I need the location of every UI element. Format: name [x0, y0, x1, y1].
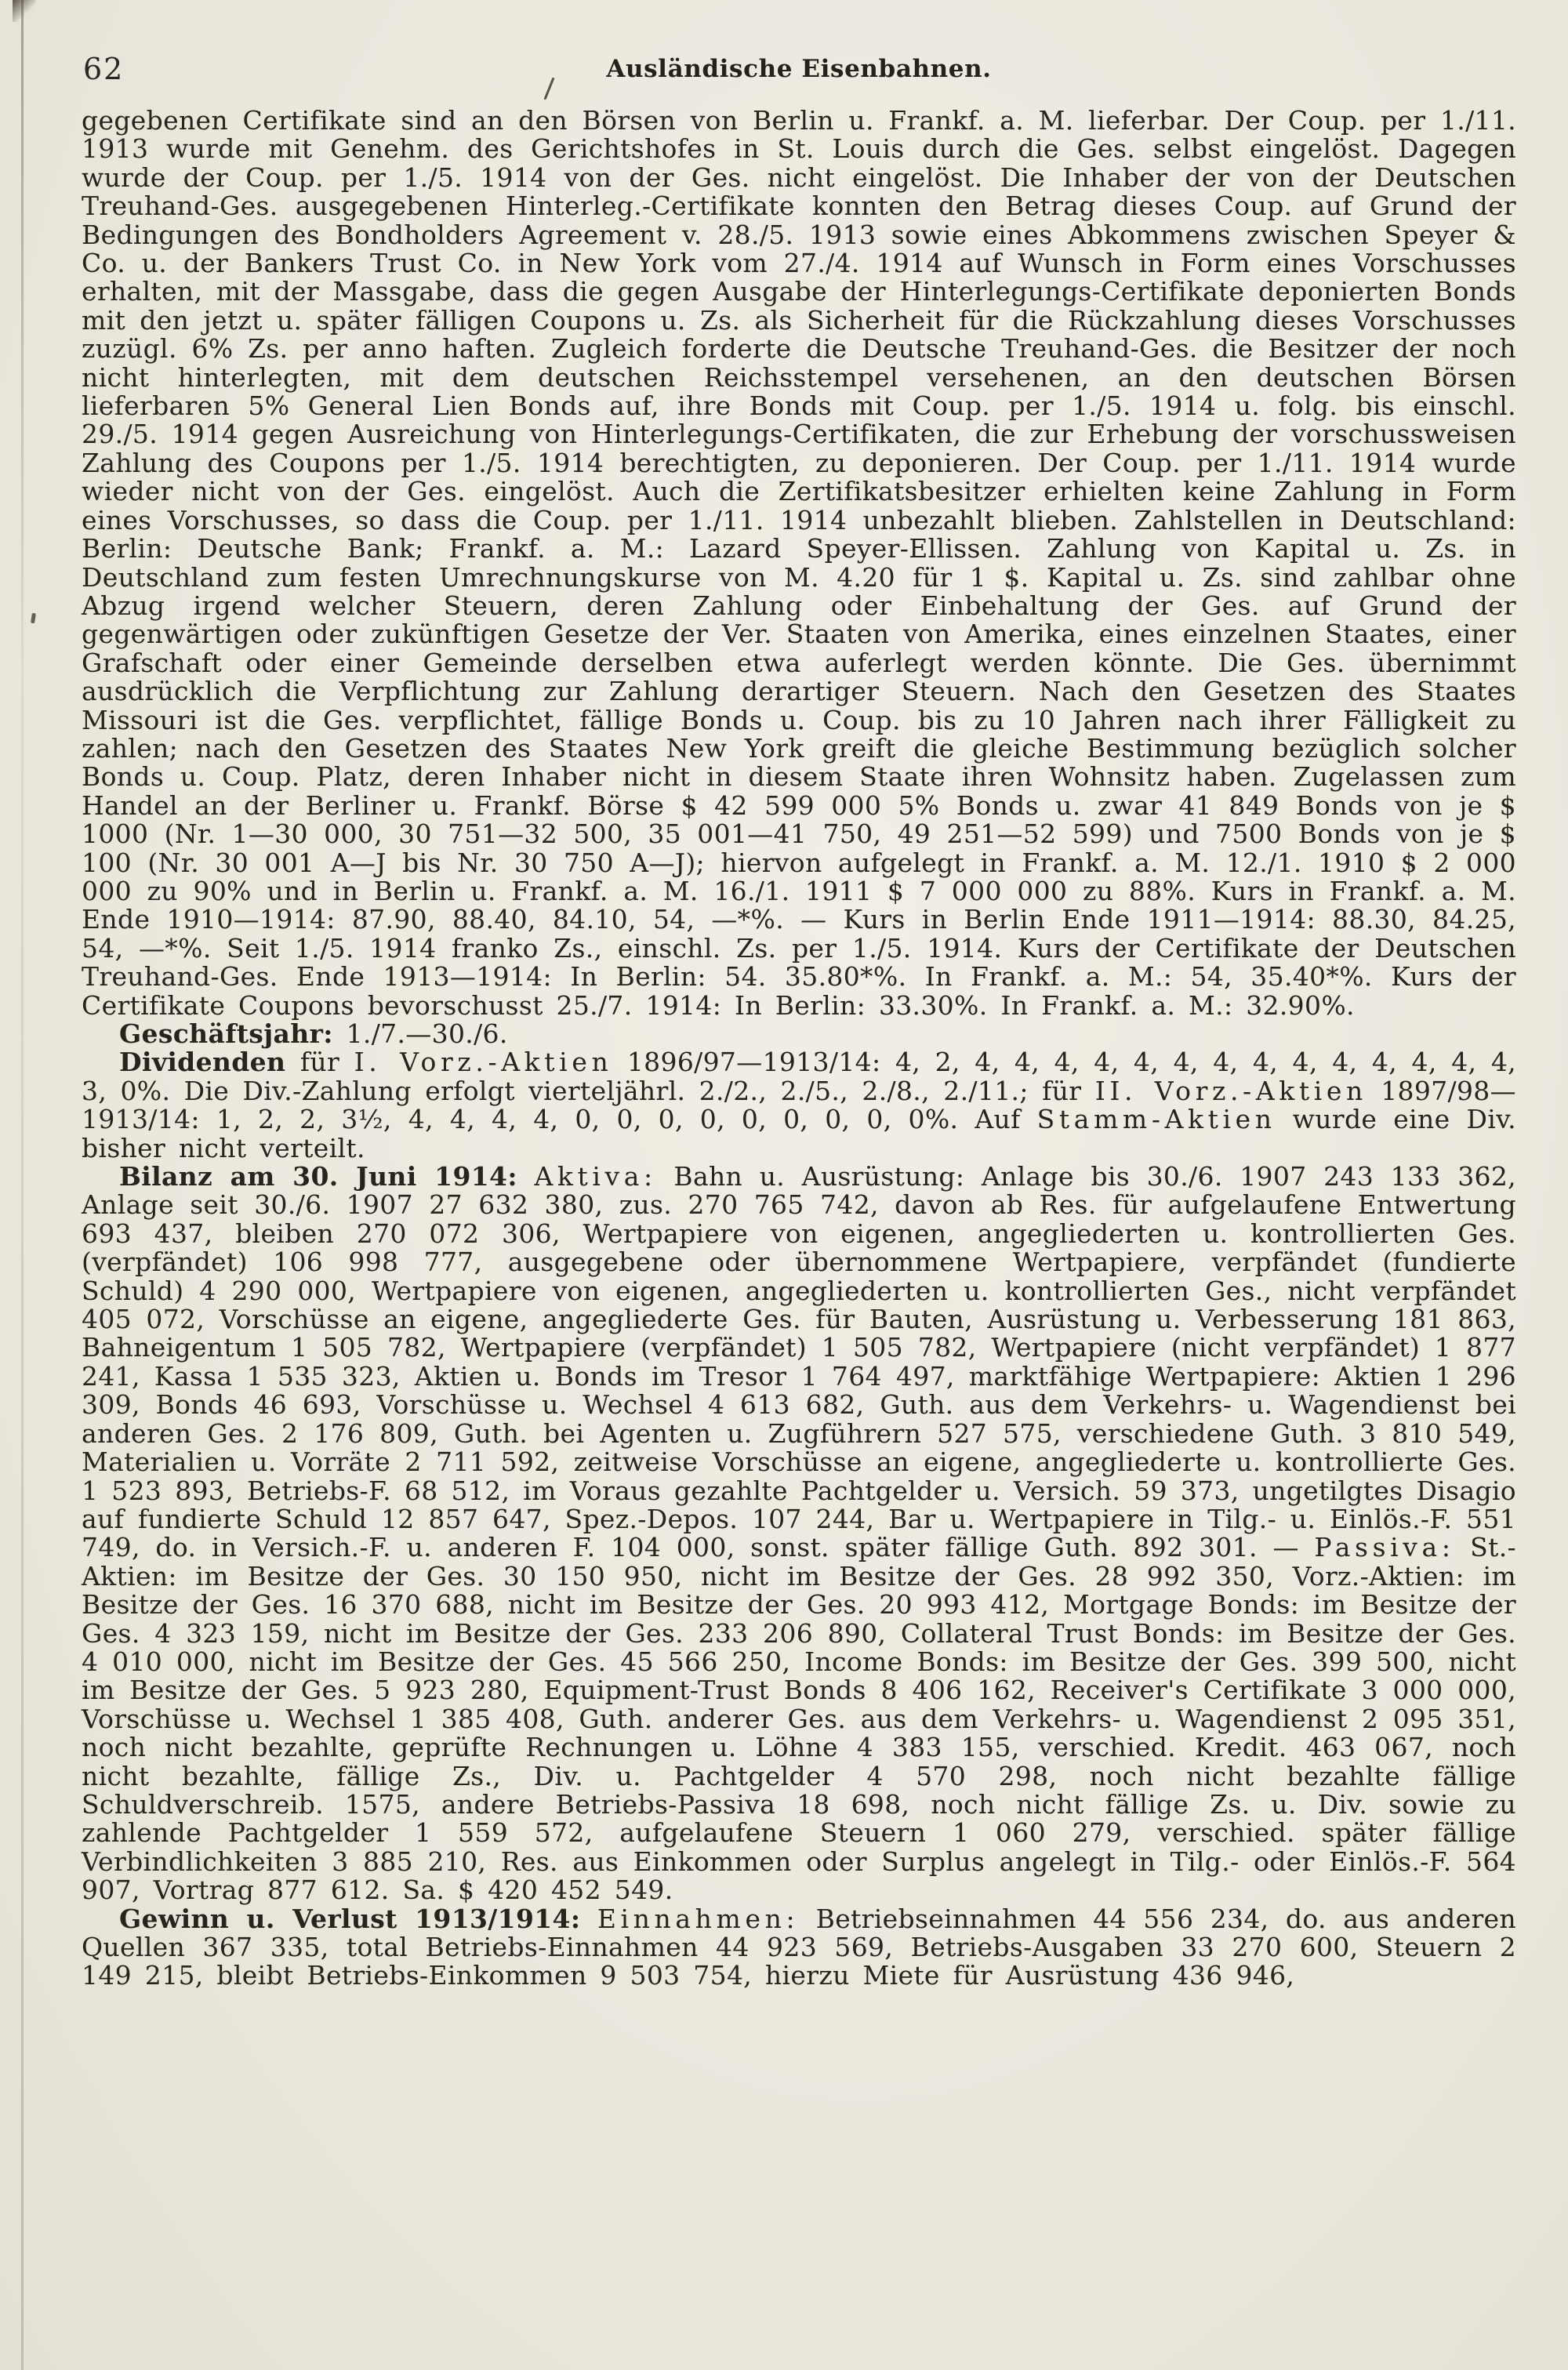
bilanz-paragraph-text: Bilanz am 30. Juni 1914:: [119, 1161, 517, 1192]
running-header: Ausländische Eisenbahnen.: [606, 55, 992, 83]
dividenden-paragraph-text: I. Vorz.-Aktien: [354, 1047, 613, 1078]
dividenden-paragraph: [82, 1048, 1516, 1163]
bilanz-paragraph-text: Passiva:: [1314, 1532, 1455, 1563]
page-body: [82, 107, 1516, 1991]
bilanz-paragraph-text: Bahn u. Ausrüstung: Anlage bis 30./6. 1907 243 133 362, Anlage seit 30./6. 1907 27 632 380, zus. 270 765 742, davon ab Res. für aufgelaufene Entwertung 693 437, bleiben 270 072 306, Wertpapiere von eigenen, angegliederten u. kontrollierten Ges. (verpfändet) 106 998 777, ausgegebene oder übernommene Wertpapiere, verpfändet (fundierte Schuld) 4 290 000, Wertpapiere von eigenen, angegliederten u. kontrollierten Ges., nicht verpfändet 405 072, Vorschüsse an eigene, angegliederte Ges. für Bauten, Ausrüstung u. Verbesserung 181 863, Bahneigentum 1 505 782, Wertpapiere (verpfändet) 1 505 782, Wertpapiere (nicht verpfändet) 1 877 241, Kassa 1 535 323, Aktien u. Bonds im Tresor 1 764 497, marktfähige Wertpapiere: Aktien 1 296 309, Bonds 46 693, Vorschüsse u. Wechsel 4 613 682, Guth. aus dem Verkehrs- u. Wagendienst bei anderen Ges. 2 176 809, Guth. bei Agenten u. Zugführern 527 575, verschiedene Guth. 3 810 549, Materialien u. Vorräte 2 711 592, zeitweise Vorschüsse an eigene, angegliederte u. kontrollierte Ges. 1 523 893, Betriebs-F. 68 512, im Voraus gezahlte Pachtgelder u. Versich. 59 373, ungetilgtes Disagio auf fundierte Schuld 12 857 647, Spez.-Depos. 107 244, Bar u. Wertpapiere in Tilg.- u. Einlös.-F. 551 749, do. in Versich.-F. u. anderen F. 104 000, sonst. später fällige Guth. 892 301. —: [82, 1161, 1516, 1563]
dividenden-paragraph-text: wurde eine Div. bisher nicht verteilt.: [82, 1104, 1516, 1163]
dividenden-paragraph-text: Stamm-Aktien: [1036, 1104, 1276, 1135]
continuation-paragraph-certifikate-text: gegebenen Certifikate sind an den Börsen von Berlin u. Frankf. a. M. lieferbar. Der Coup. per 1./11. 1913 wurde mit Genehm. des Gerichtshofes in St. Louis durch die Ges. selbst eingelöst. Dagegen wurde der Coup. per 1./5. 1914 von der Ges. nicht eingelöst. Die Inhaber der von der Deutschen Treuhand-Ges. ausgegebenen Hinterleg.-Certifikate konnten den Betrag dieses Coup. auf Grund der Bedingungen des Bondholders Agreement v. 28./5. 1913 sowie eines Abkommens zwischen Speyer & Co. u. der Bankers Trust Co. in New York vom 27./4. 1914 auf Wunsch in Form eines Vorschusses erhalten, mit der Massgabe, dass die gegen Ausgabe der Hinterlegungs-Certifikate deponierten Bonds mit den jetzt u. später fälligen Coupons u. Zs. als Sicherheit für die Rückzahlung dieses Vorschusses zuzügl. 6% Zs. per anno haften. Zugleich forderte die Deutsche Treuhand-Ges. die Besitzer der noch nicht hinterlegten, mit dem deutschen Reichsstempel versehenen, an den deutschen Börsen lieferbaren 5% General Lien Bonds auf, ihre Bonds mit Coup. per 1./5. 1914 u. folg. bis einschl. 29./5. 1914 gegen Ausreichung von Hinterlegungs-Certifikaten, die zur Erhebung der vorschussweisen Zahlung des Coupons per 1./5. 1914 berechtigten, zu deponieren. Der Coup. per 1./11. 1914 wurde wieder nicht von der Ges. eingelöst. Auch die Zertifikatsbesitzer erhielten keine Zahlung in Form eines Vorschusses, so dass die Coup. per 1./11. 1914 unbezahlt blieben. Zahlstellen in Deutschland: Berlin: Deutsche Bank; Frankf. a. M.: Lazard Speyer-Ellissen. Zahlung von Kapital u. Zs. in Deutschland zum festen Umrechnungskurse von M. 4.20 für 1 $. Kapital u. Zs. sind zahlbar ohne Abzug irgend welcher Steuern, deren Zahlung oder Einbehaltung der Ges. auf Grund der gegenwärtigen oder zukünftigen Gesetze der Ver. Staaten von Amerika, eines einzelnen Staates, einer Grafschaft oder einer Gemeinde derselben etwa auferlegt werden könnte. Die Ges. übernimmt ausdrücklich die Verpflichtung zur Zahlung derartiger Steuern. Nach den Gesetzen des Staates Missouri ist die Ges. verpflichtet, fällige Bonds u. Coup. bis zu 10 Jahren nach ihrer Fälligkeit zu zahlen; nach den Gesetzen des Staates New York greift die gleiche Bestimmung bezüglich solcher Bonds u. Coup. Platz, deren Inhaber nicht in diesem Staate ihren Wohnsitz haben. Zugelassen zum Handel an der Berliner u. Frankf. Börse $ 42 599 000 5% Bonds u. zwar 41 849 Bonds von je $ 1000 (Nr. 1—30 000, 30 751—32 500, 35 001—41 750, 49 251—52 599) und 7500 Bonds von je $ 100 (Nr. 30 001 A—J bis Nr. 30 750 A—J); hiervon aufgelegt in Frankf. a. M. 12./1. 1910 $ 2 000 000 zu 90% und in Berlin u. Frankf. a. M. 16./1. 1911 $ 7 000 000 zu 88%. Kurs in Frankf. a. M. Ende 1910—1914: 87.90, 88.40, 84.10, 54, —*%. — Kurs in Berlin Ende 1911—1914: 88.30, 84.25, 54, —*%. Seit 1./5. 1914 franko Zs., einschl. Zs. per 1./5. 1914. Kurs der Certifikate der Deutschen Treuhand-Ges. Ende 1913—1914: In Berlin: 54. 35.80*%. In Frankf. a. M.: 54, 35.40*%. Kurs der Certifikate Coupons bevorschusst 25./7. 1914: In Berlin: 33.30%. In Frankf. a. M.: 32.90%.: [82, 105, 1516, 1021]
dividenden-paragraph-text: II. Vorz.-Aktien: [1094, 1075, 1367, 1106]
bilanz-paragraph-text: St.-Aktien: im Besitze der Ges. 30 150 950, nicht im Besitze der Ges. 28 992 350, Vorz.-Aktien: im Besitze der Ges. 16 370 688, nicht im Besitze der Ges. 20 993 412, Mortgage Bonds: im Besitze der Ges. 4 323 159, nicht im Besitze der Ges. 233 206 890, Collateral Trust Bonds: im Besitze der Ges. 4 010 000, nicht im Besitze der Ges. 45 566 250, Income Bonds: im Besitze der Ges. 399 500, nicht im Besitze der Ges. 5 923 280, Equipment-Trust Bonds 8 406 162, Receiver's Certifikate 3 000 000, Vorschüsse u. Wechsel 1 385 408, Guth. anderer Ges. aus dem Verkehrs- u. Wagendienst 2 095 351, noch nicht bezahlte, geprüfte Rechnungen u. Löhne 4 383 155, verschied. Kredit. 463 067, noch nicht bezahlte, fällige Zs., Div. u. Pachtgelder 4 570 298, noch nicht bezahlte fällige Schuldverschreib. 1575, andere Betriebs-Passiva 18 698, noch nicht fällige Zs. u. Div. sowie zu zahlende Pachtgelder 1 559 572, aufgelaufene Steuern 1 060 279, verschied. später fällige Verbindlichkeiten 3 885 210, Res. aus Einkommen oder Surplus angelegt in Tilg.- oder Einlös.-F. 564 907, Vortrag 877 612. Sa. $ 420 452 549.: [82, 1532, 1516, 1906]
dividenden-paragraph-text: 1896/97—1913/14: 4, 2, 4, 4, 4, 4, 4, 4, 4, 4, 4, 4, 4, 4, 4, 4, 3, 0%. Die Div.-Zahlung erfolgt vierteljährl. 2./2., 2./5., 2./8., 2./11.; für: [82, 1047, 1517, 1106]
bilanz-paragraph-text: Aktiva:: [534, 1161, 657, 1192]
gewinn-verlust-paragraph-text: Einnahmen:: [597, 1903, 800, 1934]
gewinn-verlust-paragraph: [82, 1905, 1516, 1991]
bilanz-paragraph-text: [517, 1161, 535, 1192]
page-number: 62: [83, 52, 125, 86]
bilanz-paragraph: [82, 1163, 1516, 1905]
gewinn-verlust-paragraph-text: [580, 1904, 597, 1934]
page-header: [82, 50, 1516, 88]
dividenden-paragraph-text: 1897/98—1913/14: 1, 2, 2, 3½, 4, 4, 4, 4, 0, 0, 0, 0, 0, 0, 0, 0, 0%. Auf: [82, 1075, 1516, 1135]
gewinn-verlust-paragraph-text: Betriebseinnahmen 44 556 234, do. aus anderen Quellen 367 335, total Betriebs-Einnahmen 44 923 569, Betriebs-Ausgaben 33 270 600, Steuern 2 149 215, bleibt Betriebs-Einkommen 9 503 754, hierzu Miete für Ausrüstung 436 946,: [82, 1903, 1516, 1991]
geschaeftsjahr-paragraph: [82, 1020, 1516, 1048]
gewinn-verlust-paragraph-text: Gewinn u. Verlust 1913/1914:: [119, 1903, 581, 1934]
corner-smudge-artifact: [13, 0, 36, 22]
geschaeftsjahr-paragraph-text: 1./7.—30./6.: [332, 1018, 508, 1049]
dividenden-paragraph-text: Dividenden: [119, 1047, 286, 1078]
geschaeftsjahr-paragraph-text: Geschäftsjahr:: [119, 1018, 333, 1049]
continuation-paragraph-certifikate: [82, 107, 1516, 1020]
dividenden-paragraph-text: für: [285, 1047, 354, 1078]
margin-speck-artifact: [31, 613, 36, 624]
scan-edge-artifact: [21, 0, 24, 2370]
